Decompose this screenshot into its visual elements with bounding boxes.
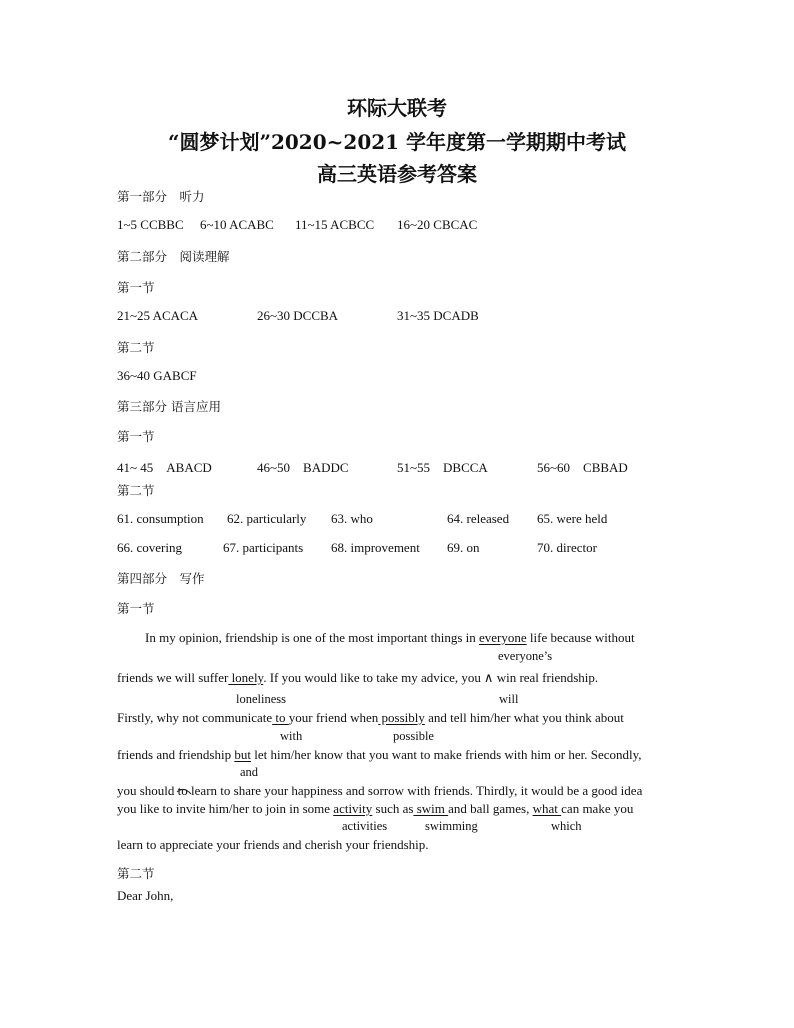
part3-answer-1: 41~ 45 ABACD [117,460,212,475]
correction-2b: will [499,692,519,706]
part3-answer-4: 56~60 CBBAD [537,460,628,475]
error-word: lonely [228,670,264,685]
cloze-63: 63. who [331,511,373,526]
correction-4: and [240,765,259,779]
part2-answer-3: 31~35 DCADB [397,308,479,323]
cloze-66: 66. covering [117,540,182,555]
cloze-61: 61. consumption [117,511,204,526]
part2-sec2-answer: 36~40 GABCF [117,368,197,383]
part2-answer-1: 21~25 ACACA [117,308,199,323]
cloze-65: 65. were held [537,511,608,526]
cloze-69: 69. on [447,540,480,555]
cloze-62: 62. particularly [227,511,307,526]
part1-answer-1: 1~5 CCBBC [117,217,184,232]
cloze-64: 64. released [447,511,510,526]
part3-sec1-heading: 第一节 [117,429,155,444]
deleted-word: to [178,783,188,798]
part3-answer-3: 51~55 DBCCA [397,460,488,475]
correction-6c: which [551,819,582,833]
part2-sec2-heading: 第二节 [117,340,155,355]
part1-heading: 第一部分 听力 [117,189,205,204]
correction-6a: activities [342,819,388,833]
cloze-67: 67. participants [223,540,304,555]
correction-3a: with [280,729,303,743]
part2-sec1-heading: 第一节 [117,280,155,295]
essay-line-5: you should to learn to share your happiness and sorrow with friends. Thirdly, it would be a good idea [117,783,643,798]
essay-line-1: In my opinion, friendship is one of the most important things in everyone life because without [145,630,635,645]
part3-sec2-heading: 第二节 [117,483,155,498]
insert-caret: ∧ [483,670,494,685]
title-line-2: “圆梦计划”2020~2021 学年度第一学期期中考试 [167,130,627,154]
correction-1: everyone’s [498,649,553,663]
cloze-68: 68. improvement [331,540,420,555]
error-word: possibly [378,710,425,725]
error-word: activity [333,801,373,816]
part1-answer-4: 16~20 CBCAC [397,217,478,232]
title-line-1: 环际大联考 [347,96,447,120]
error-word: swim [413,801,449,816]
part4-heading: 第四部分 写作 [117,571,205,586]
correction-3b: possible [393,729,434,743]
part3-heading: 第三部分 语言应用 [117,399,221,414]
part1-answer-3: 11~15 ACBCC [295,217,375,232]
part4-sec1-heading: 第一节 [117,601,155,616]
essay-line-3: Firstly, why not communicate to your friend when possibly and tell him/her what you think about [117,710,624,725]
essay-line-6: you like to invite him/her to join in some activity such as swim and ball games, what can make you [117,801,634,816]
part1-answer-2: 6~10 ACABC [200,217,274,232]
part3-answer-2: 46~50 BADDC [257,460,349,475]
essay-line-2: friends we will suffer lonely. If you would like to take my advice, you ∧ win real friendship. [117,670,599,685]
correction-2a: loneliness [236,692,286,706]
error-word: to [272,710,289,725]
essay-line-7: learn to appreciate your friends and cherish your friendship. [117,837,429,852]
error-word: but [234,747,251,762]
correction-6b: swimming [425,819,478,833]
error-word: what [532,801,562,816]
title-line-3: 高三英语参考答案 [317,162,477,186]
delete-mark-icon [176,787,192,797]
letter-greeting: Dear John, [117,888,174,903]
part4-sec2-heading: 第二节 [117,866,155,881]
part2-answer-2: 26~30 DCCBA [257,308,339,323]
error-word: everyone [479,630,527,645]
cloze-70: 70. director [537,540,597,555]
part2-heading: 第二部分 阅读理解 [117,249,230,264]
essay-line-4: friends and friendship but let him/her know that you want to make friends with him or her. Secondly, [117,747,642,762]
